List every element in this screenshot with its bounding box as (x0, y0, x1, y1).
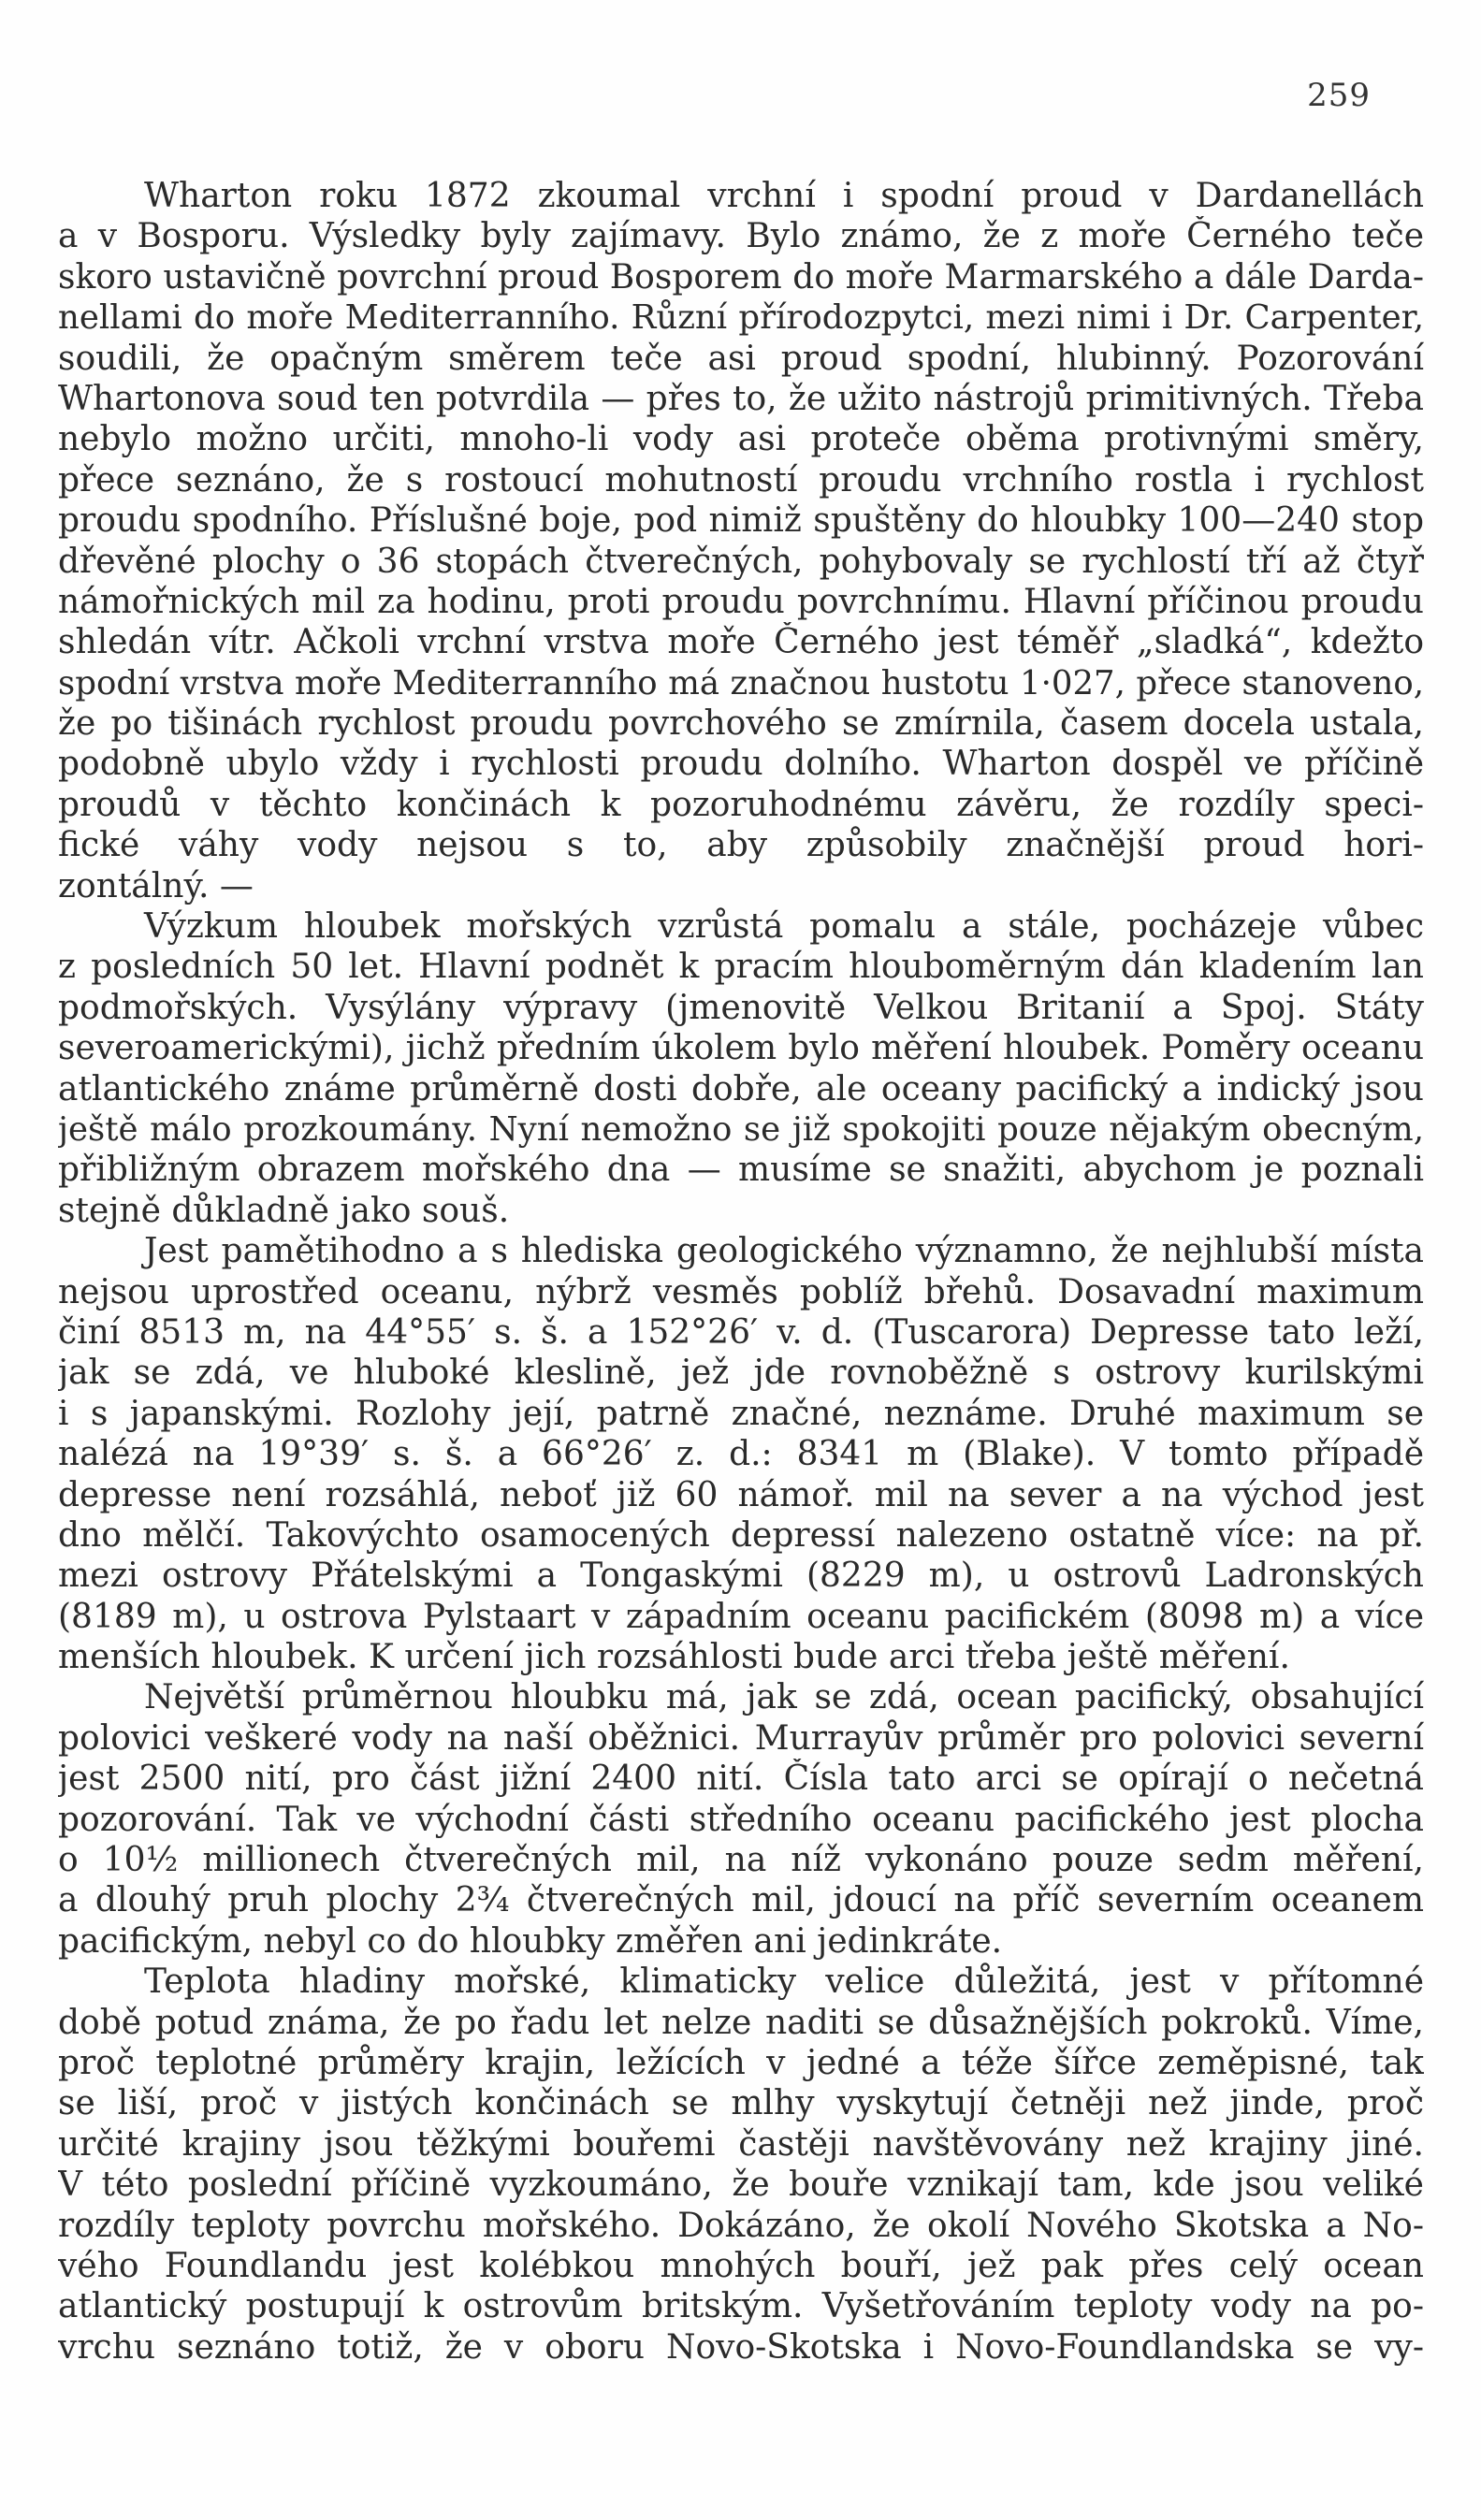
text-line: ještě málo prozkoumány. Nyní nemožno se již spokojiti pouze nějakým obecným, (58, 1109, 1424, 1149)
text-line: Výzkum hloubek mořských vzrůstá pomalu a stále, pocházeje vůbec (144, 907, 1424, 947)
text-line: se liší, proč v jistých končinách se mlhy vyskytují četněji než jinde, proč (58, 2084, 1424, 2123)
text-line: pacifickým, nebyl co do hloubky změřen ani jedinkráte. (58, 1921, 1003, 1961)
text-line: vrchu seznáno totiž, že v oboru Novo-Skotska i Novo-Foundlandska se vy- (58, 2327, 1424, 2367)
text-line: podmořských. Vysýlány výpravy (jmenovitě Velkou Britanií a Spoj. Státy (58, 988, 1424, 1027)
text-line: vého Foundlandu jest kolébkou mnohých bouří, jež pak přes celý ocean (58, 2246, 1424, 2285)
text-line: jest 2500 nití, pro část jižní 2400 nití. Čísla tato arci se opírají o nečetná (58, 1760, 1424, 1799)
text-line: Wharton roku 1872 zkoumal vrchní i spodní proud v Dardanellách (144, 177, 1424, 215)
text-line: jak se zdá, ve hluboké kleslině, jež jde rovnoběžně s ostrovy kurilskými (58, 1354, 1424, 1393)
text-line: nejsou uprostřed oceanu, nýbrž vesměs poblíž břehů. Dosavadní maximum (58, 1272, 1424, 1311)
text-line: přece seznáno, že s rostoucí mohutností proudu vrchního rostla i rychlost (58, 460, 1424, 500)
text-line: shledán vítr. Ačkoli vrchní vrstva moře Černého jest téměř „sladká“, kdežto (58, 623, 1424, 662)
text-line: soudili, že opačným směrem teče asi proud spodní, hlubinný. Pozorování (58, 339, 1424, 378)
text-line: V této poslední příčině vyzkoumáno, že bouře vznikají tam, kde jsou veliké (58, 2165, 1424, 2205)
text-line: nellami do moře Mediterranního. Různí přírodozpytci, mezi nimi i Dr. Carpenter, (58, 298, 1424, 338)
text-line: že po tišinách rychlost proudu povrchového se zmírnila, časem docela ustala, (58, 704, 1424, 744)
text-line: proudu spodního. Příslušné boje, pod nimiž spuštěny do hloubky 100—240 stop (58, 501, 1424, 541)
text-line: fické váhy vody nejsou s to, aby způsobily značnější proud hori- (58, 826, 1424, 865)
text-line: polovici veškeré vody na naší oběžnici. Murrayův průměr pro polovici severní (58, 1718, 1424, 1758)
text-line: podobně ubylo vždy i rychlosti proudu dolního. Wharton dospěl ve příčině (58, 745, 1424, 784)
text-line: době potud známa, že po řadu let nelze naditi se důsažnějších pokroků. Víme, (58, 2003, 1424, 2042)
text-line: a dlouhý pruh plochy 2¾ čtverečných mil, jdoucí na příč severním oceanem (58, 1881, 1424, 1920)
text-line: atlantický postupují k ostrovům britským. Vyšetřováním teploty vody na po- (58, 2287, 1424, 2326)
page-number: 259 (1307, 77, 1371, 114)
text-line: dřevěné plochy o 36 stopách čtverečných, pohybovaly se rychlostí tří až čtyř (58, 542, 1424, 581)
text-line: rozdíly teploty povrchu mořského. Dokázáno, že okolí Nového Skotska a No- (58, 2206, 1424, 2245)
text-line: spodní vrstva moře Mediterranního má značnou hustotu 1·027, přece stanoveno, (58, 663, 1424, 702)
text-line: Jest pamětihodno a s hlediska geologického významno, že nejhlubší místa (144, 1232, 1424, 1271)
text-line: Teplota hladiny mořské, klimaticky velice důležitá, jest v přítomné (144, 1962, 1424, 2002)
text-line: mezi ostrovy Přátelskými a Tongaskými (8229 m), u ostrovů Ladronských (58, 1557, 1424, 1596)
text-line: proč teplotné průměry krajin, ležících v jedné a téže šířce zeměpisné, tak (58, 2043, 1424, 2082)
text-line: přibližným obrazem mořského dna — musíme se snažiti, abychom je poznali (58, 1151, 1424, 1190)
text-line: proudů v těchto končinách k pozoruhodnému závěru, že rozdíly speci- (58, 785, 1424, 824)
text-line: atlantického známe průměrně dosti dobře, ale oceany pacifický a indický jsou (58, 1069, 1424, 1108)
text-line: zontálný. — (58, 866, 254, 905)
text-line: a v Bosporu. Výsledky byly zajímavy. Bylo známo, že z moře Černého teče (58, 217, 1424, 256)
text-line: námořnických mil za hodinu, proti proudu povrchnímu. Hlavní příčinou proudu (58, 582, 1424, 621)
text-line: Whartonova soud ten potvrdila — přes to, že užito nástrojů primitivných. Třeba (58, 379, 1424, 418)
text-line: činí 8513 m, na 44°55′ s. š. a 152°26′ v. d. (Tuscarora) Depresse tato leží, (58, 1312, 1424, 1352)
body-text (58, 176, 1424, 2368)
text-line: nebylo možno určiti, mnoho-li vody asi proteče oběma protivnými směry, (58, 420, 1424, 459)
text-line: skoro ustavičně povrchní proud Bosporem do moře Marmarského a dále Darda- (58, 257, 1424, 297)
text-line: menších hloubek. K určení jich rozsáhlosti bude arci třeba ještě měření. (58, 1638, 1290, 1677)
text-line: depresse není rozsáhlá, neboť již 60 námoř. mil na sever a na východ jest (58, 1475, 1424, 1514)
text-line: stejně důkladně jako souš. (58, 1191, 510, 1230)
text-line: nalézá na 19°39′ s. š. a 66°26′ z. d.: 8341 m (Blake). V tomto případě (58, 1435, 1424, 1474)
text-line: severoamerickými), jichž předním úkolem bylo měření hloubek. Poměry oceanu (58, 1029, 1424, 1068)
text-line: o 10½ millionech čtverečných mil, na níž vykonáno pouze sedm měření, (58, 1841, 1424, 1880)
text-line: (8189 m), u ostrova Pylstaart v západním oceanu pacifickém (8098 m) a více (58, 1597, 1424, 1636)
text-line: Největší průměrnou hloubku má, jak se zdá, ocean pacifický, obsahující (144, 1678, 1424, 1717)
text-line: i s japanskými. Rozlohy její, patrně značné, neznáme. Druhé maximum se (58, 1394, 1424, 1433)
text-line: pozorování. Tak ve východní části středního oceanu pacifického jest plocha (58, 1800, 1424, 1839)
text-line: určité krajiny jsou těžkými bouřemi častěji navštěvovány než krajiny jiné. (58, 2124, 1424, 2164)
text-line: z posledních 50 let. Hlavní podnět k pracím hlouboměrným dán kladením lan (58, 948, 1424, 987)
text-line: dno mělčí. Takovýchto osamocených depressí nalezeno ostatně více: na př. (58, 1515, 1424, 1555)
